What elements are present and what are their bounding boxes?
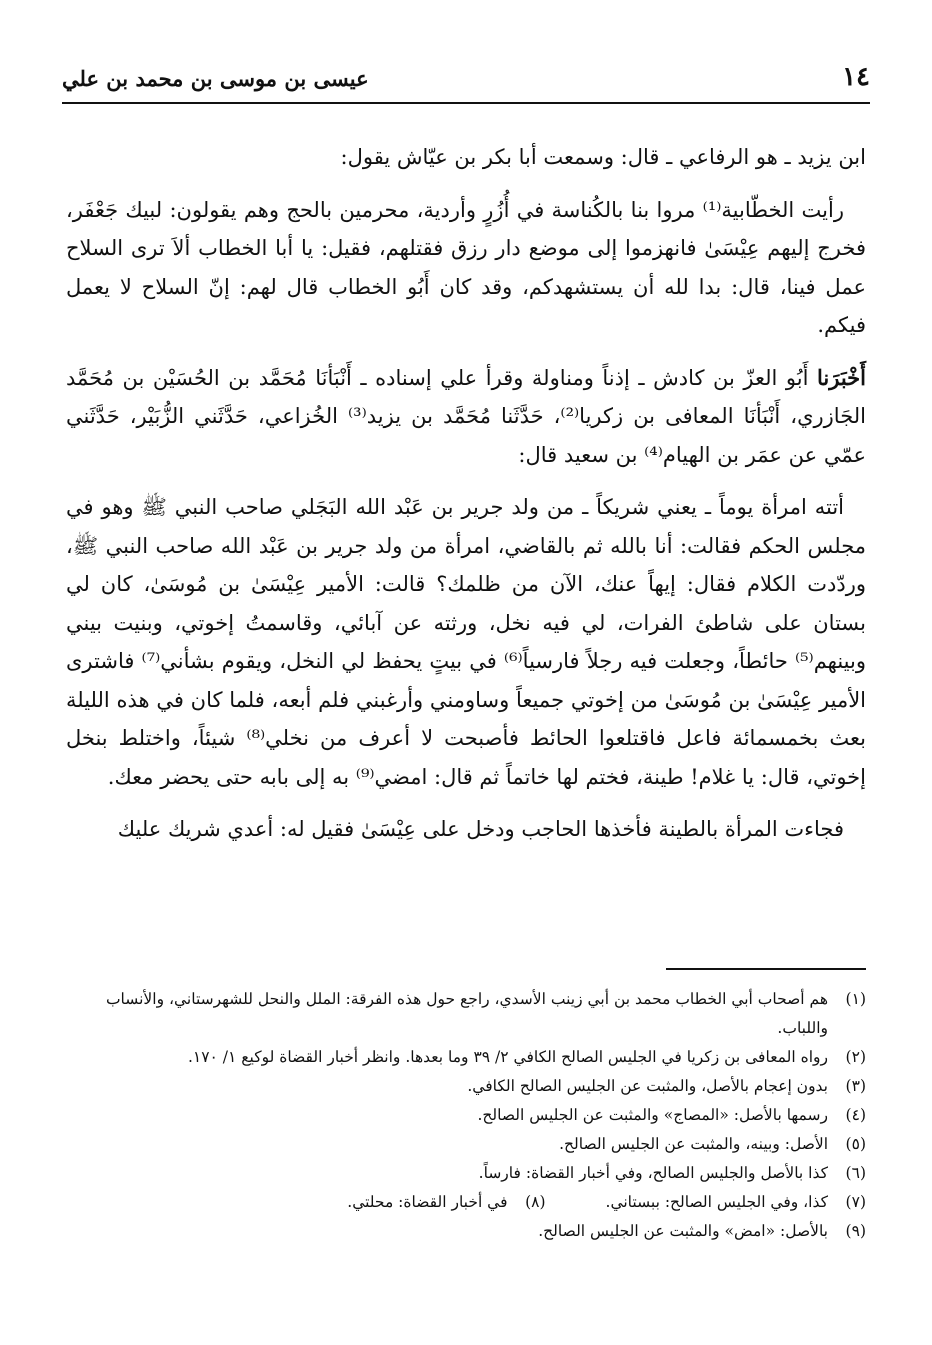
footnote-divider — [666, 968, 866, 970]
footnote-text: كذا، وفي الجليس الصالح: ببستاني. — [605, 1193, 828, 1211]
footnote-6 — [66, 1159, 866, 1188]
footnote-number: (٩) — [845, 1222, 866, 1240]
footnote-number: (٣) — [845, 1077, 866, 1095]
page-header — [62, 62, 870, 104]
footnote-text: بالأصل: «امض» والمثبت عن الجليس الصالح. — [538, 1222, 828, 1240]
footnote-text: كذا بالأصل والجليس الصالح، وفي أخبار القضاة: فارساً. — [478, 1164, 828, 1182]
footnote-text: رسمها بالأصل: «المصاج» والمثبت عن الجليس الصالح. — [477, 1106, 828, 1124]
page-number: ١٤ — [842, 62, 870, 92]
paragraph-3 — [66, 359, 866, 475]
main-text — [66, 138, 866, 863]
paragraph-2: رأيت الخطّابية⁽¹⁾ مروا بنا بالكُناسة في أُزُرٍ وأردية، محرمين بالحج وهم يقولون: لبيك جَعْفَر، فخرج إليهم عِيْسَىٰ فانهزموا إلى موضع دار رزق فقتلهم، فقيل: يا أبا الخطاب ألاَ ترى السلاح عمل فينا، قال: بدا لله أن يستشهدكم، وقد كان أَبُو الخطاب قال لهم: إنّ السلاح لا يعمل فيكم. — [66, 197, 866, 337]
footnote-4 — [66, 1101, 866, 1130]
footnote-number: (٨) — [525, 1193, 546, 1211]
footnote-text: الأصل: وبينه، والمثبت عن الجليس الصالح. — [559, 1135, 828, 1153]
footnote-8 — [347, 1188, 545, 1217]
footnote-1 — [66, 985, 866, 1043]
footnote-text: رواه المعافى بن زكريا في الجليس الصالح الكافي ٢/ ٣٩ وما بعدها. وانظر أخبار القضاة لوكيع ١/ ١٧٠. — [187, 1048, 828, 1066]
footnote-number: (٤) — [845, 1106, 866, 1124]
footnote-9 — [66, 1217, 866, 1246]
footnote-number: (٢) — [845, 1048, 866, 1066]
footnote-7 — [606, 1188, 866, 1217]
footnote-number: (٥) — [845, 1135, 866, 1153]
footnote-number: (٧) — [845, 1193, 866, 1211]
footnote-number: (١) — [845, 990, 866, 1008]
footnote-number: (٦) — [845, 1164, 866, 1182]
footnote-text: في أخبار القضاة: محلتي. — [347, 1193, 508, 1211]
footnotes — [66, 985, 866, 1246]
running-title: عيسى بن موسى بن محمد بن علي — [62, 66, 369, 91]
footnote-3 — [66, 1072, 866, 1101]
footnote-5 — [66, 1130, 866, 1159]
paragraph-4: أتته امرأة يوماً ـ يعني شريكاً ـ من ولد جرير بن عَبْد الله البَجَلي صاحب النبي ﷺ وهو في مجلس الحكم فقالت: أنا بالله ثم بالقاضي، امرأة من ولد جرير بن عَبْد الله صاحب النبي ﷺ، وردّدت الكلام فقال: إيهاً عنك، الآن من ظلمك؟ قالت: الأمير عِيْسَىٰ بن مُوسَىٰ، كان لي بستان على شاطئ الفرات، لي فيه نخل، ورثته عن آبائي، وقاسمتُ إخوتي، وبنيت بيني وبينهم⁽⁵⁾ حائطاً، وجعلت فيه رجلاً فارسياً⁽⁶⁾ في بيتٍ يحفظ لي النخل، ويقوم بشأني⁽⁷⁾ فاشترى الأمير عِيْسَىٰ بن مُوسَىٰ من إخوتي جميعاً وساومني وأرغبني فلم أبعه، فلما كان في هذه الليلة بعث بخمسمائة فاعل فاقتلعوا الحائط فأصبحت لا أعرف من نخلي⁽⁸⁾ شيئاً، واختلط بنخل إخوتي، قال: يا غلام! طينة، فختم لها خاتماً ثم قال: امضي⁽⁹⁾ به إلى بابه حتى يحضر معك. — [66, 495, 867, 789]
paragraph-1: ابن يزيد ـ هو الرفاعي ـ قال: وسمعت أبا بكر بن عيّاش يقول: — [340, 145, 866, 169]
akhbarana-keyword: أَخْبَرَنا — [817, 364, 866, 390]
footnote-text: بدون إعجام بالأصل، والمثبت عن الجليس الصالح الكافي. — [467, 1077, 828, 1095]
footnote-text: هم أصحاب أبي الخطاب محمد بن أبي زينب الأسدي، راجع حول هذه الفرقة: الملل والنحل للشهرستاني، والأنساب واللباب. — [105, 990, 828, 1037]
footnote-2 — [66, 1043, 866, 1072]
paragraph-3-text: أَبُو العزّ بن كادش ـ إذناً ومناولة وقرأ علي إسناده ـ أَنْبَأنَا مُحَمَّد بن الحُسَيْن بن مُحَمَّد الجَازري، أَنْبَأنَا المعافى بن زكريا⁽²⁾، حَدَّثَنا مُحَمَّد بن يزيد⁽³⁾ الخُزاعي، حَدَّثَني الزُّبَيْر، حَدَّثَني عمّي عن عمَر بن الهيام⁽⁴⁾ بن سعيد قال: — [66, 365, 866, 467]
paragraph-5: فجاءت المرأة بالطينة فأخذها الحاجب ودخل على عِيْسَىٰ فقيل له: أعدي شريك عليك — [117, 817, 844, 841]
footnote-row-7-8 — [66, 1188, 866, 1217]
